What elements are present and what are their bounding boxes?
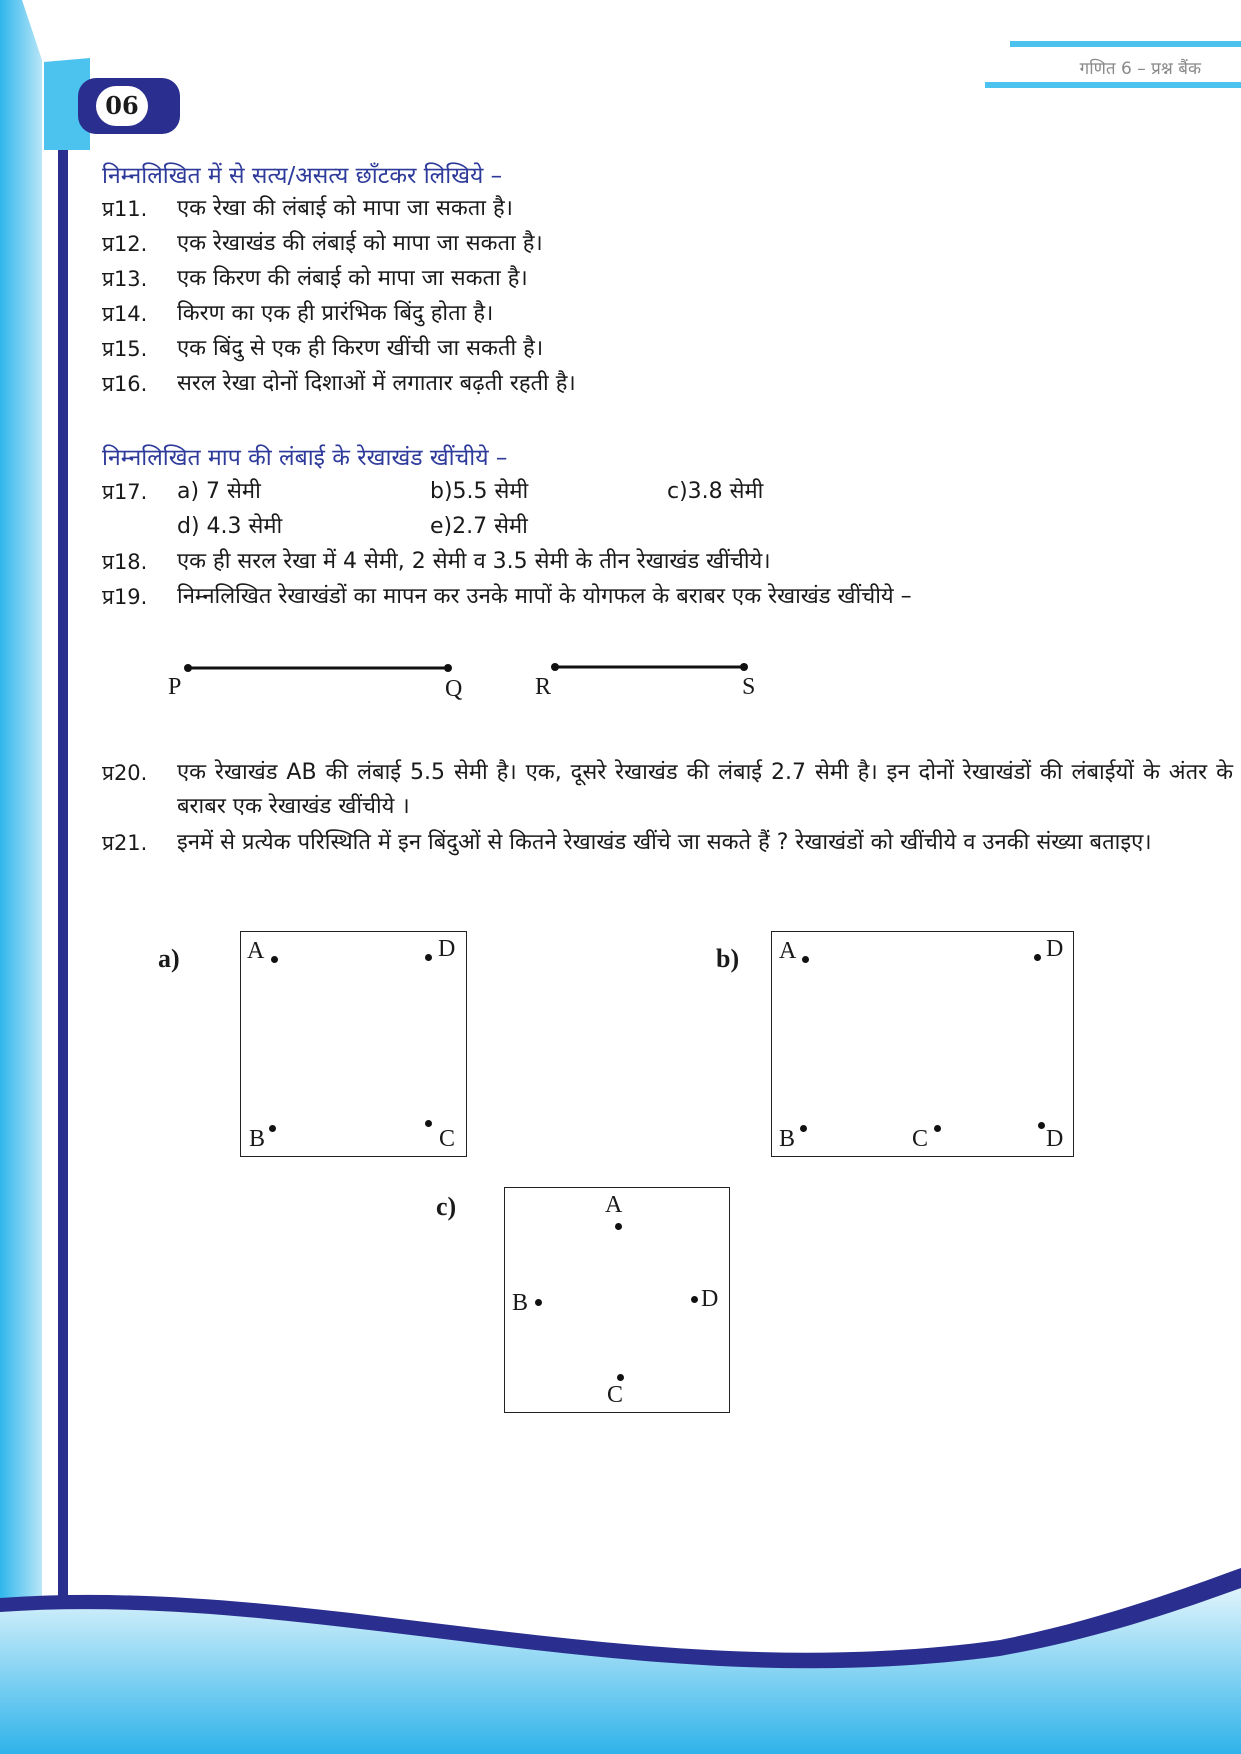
question-text: एक किरण की लंबाई को मापा जा सकता है। (177, 266, 528, 291)
question-text: एक बिंदु से एक ही किरण खींची जा सकती है। (177, 336, 544, 361)
point-dot (691, 1296, 698, 1303)
question-number: प्र11. (102, 197, 148, 221)
section1-heading: निम्नलिखित में से सत्य/असत्य छाँटकर लिखिये – (102, 163, 503, 189)
point-q (444, 664, 452, 672)
point-dot (617, 1374, 624, 1381)
point-label: D (1046, 936, 1064, 962)
question-text: इनमें से प्रत्येक परिस्थिति में इन बिंदुओं से कितने रेखाखंड खींचे जा सकते हैं ? रेखाखंडों को खींचीये व उनकी संख्या बताइए। (177, 830, 1152, 855)
point-s (740, 663, 748, 671)
question-text: एक रेखाखंड की लंबाई को मापा जा सकता है। (177, 231, 543, 256)
question-number: प्र14. (102, 302, 148, 326)
point-dot (934, 1125, 941, 1132)
point-label: D (438, 936, 456, 962)
point-label: B (249, 1126, 266, 1152)
question-text: सरल रेखा दोनों दिशाओं में लगातार बढ़ती रहती है। (177, 371, 576, 396)
point-dot (271, 956, 278, 963)
point-label: C (912, 1126, 929, 1152)
point-label: C (439, 1126, 456, 1152)
question-number: प्र17. (102, 480, 148, 504)
label-q: Q (445, 676, 463, 702)
label-p: P (168, 674, 182, 700)
question-number: प्र20. (102, 761, 148, 785)
question-number: प्र12. (102, 232, 148, 256)
figure-a-box (240, 931, 467, 1157)
section2-heading: निम्नलिखित माप की लंबाई के रेखाखंड खींचीये – (102, 445, 508, 471)
question-number: प्र21. (102, 831, 148, 855)
point-dot (1038, 1122, 1045, 1129)
question-number: प्र18. (102, 550, 148, 574)
question-text: किरण का एक ही प्रारंभिक बिंदु होता है। (177, 301, 494, 326)
question-number: प्र16. (102, 372, 148, 396)
point-label: B (779, 1126, 796, 1152)
option-c: c)3.8 सेमी (667, 479, 764, 504)
question-number: प्र19. (102, 585, 148, 609)
point-label: D (701, 1286, 719, 1312)
question-number: प्र13. (102, 267, 148, 291)
figure-c-label: c) (436, 1192, 457, 1221)
point-dot (802, 956, 809, 963)
point-dot (615, 1223, 622, 1230)
page-number: 06 (96, 86, 148, 126)
question-text: एक रेखा की लंबाई को मापा जा सकता है। (177, 196, 513, 221)
figure-a-label: a) (158, 944, 180, 973)
label-r: R (535, 674, 552, 700)
point-dot (269, 1125, 276, 1132)
point-p (184, 664, 192, 672)
figure-b-label: b) (716, 944, 740, 973)
point-label: A (605, 1192, 623, 1218)
point-dot (1034, 954, 1041, 961)
figure-c-box (504, 1187, 730, 1413)
point-dot (800, 1125, 807, 1132)
point-label: A (779, 938, 797, 964)
point-label: D (1046, 1126, 1064, 1152)
question-number: प्र15. (102, 337, 148, 361)
point-dot (425, 954, 432, 961)
question-text: एक रेखाखंड AB की लंबाई 5.5 सेमी है। एक, दूसरे रेखाखंड की लंबाई 2.7 सेमी है। इन दोनों रेखाखंडों की लंबाईयों के अंतर के बराबर एक रेखाखंड खींचीये । (177, 760, 1233, 819)
question-text: निम्नलिखित रेखाखंडों का मापन कर उनके मापों के योगफल के बराबर एक रेखाखंड खींचीये – (177, 584, 912, 609)
question-text: एक ही सरल रेखा में 4 सेमी, 2 सेमी व 3.5 सेमी के तीन रेखाखंड खींचीये। (177, 549, 771, 574)
point-label: B (512, 1290, 529, 1316)
option-e: e)2.7 सेमी (430, 514, 528, 539)
point-label: A (247, 938, 265, 964)
figure-b-box (771, 931, 1074, 1157)
point-label: C (607, 1382, 624, 1408)
label-s: S (742, 674, 756, 700)
point-dot (535, 1299, 542, 1306)
point-dot (425, 1120, 432, 1127)
option-b: b)5.5 सेमी (430, 479, 529, 504)
point-r (551, 663, 559, 671)
option-a: a) 7 सेमी (177, 479, 261, 504)
book-title: गणित 6 – प्रश्न बैंक (1079, 59, 1201, 79)
option-d: d) 4.3 सेमी (177, 514, 283, 539)
